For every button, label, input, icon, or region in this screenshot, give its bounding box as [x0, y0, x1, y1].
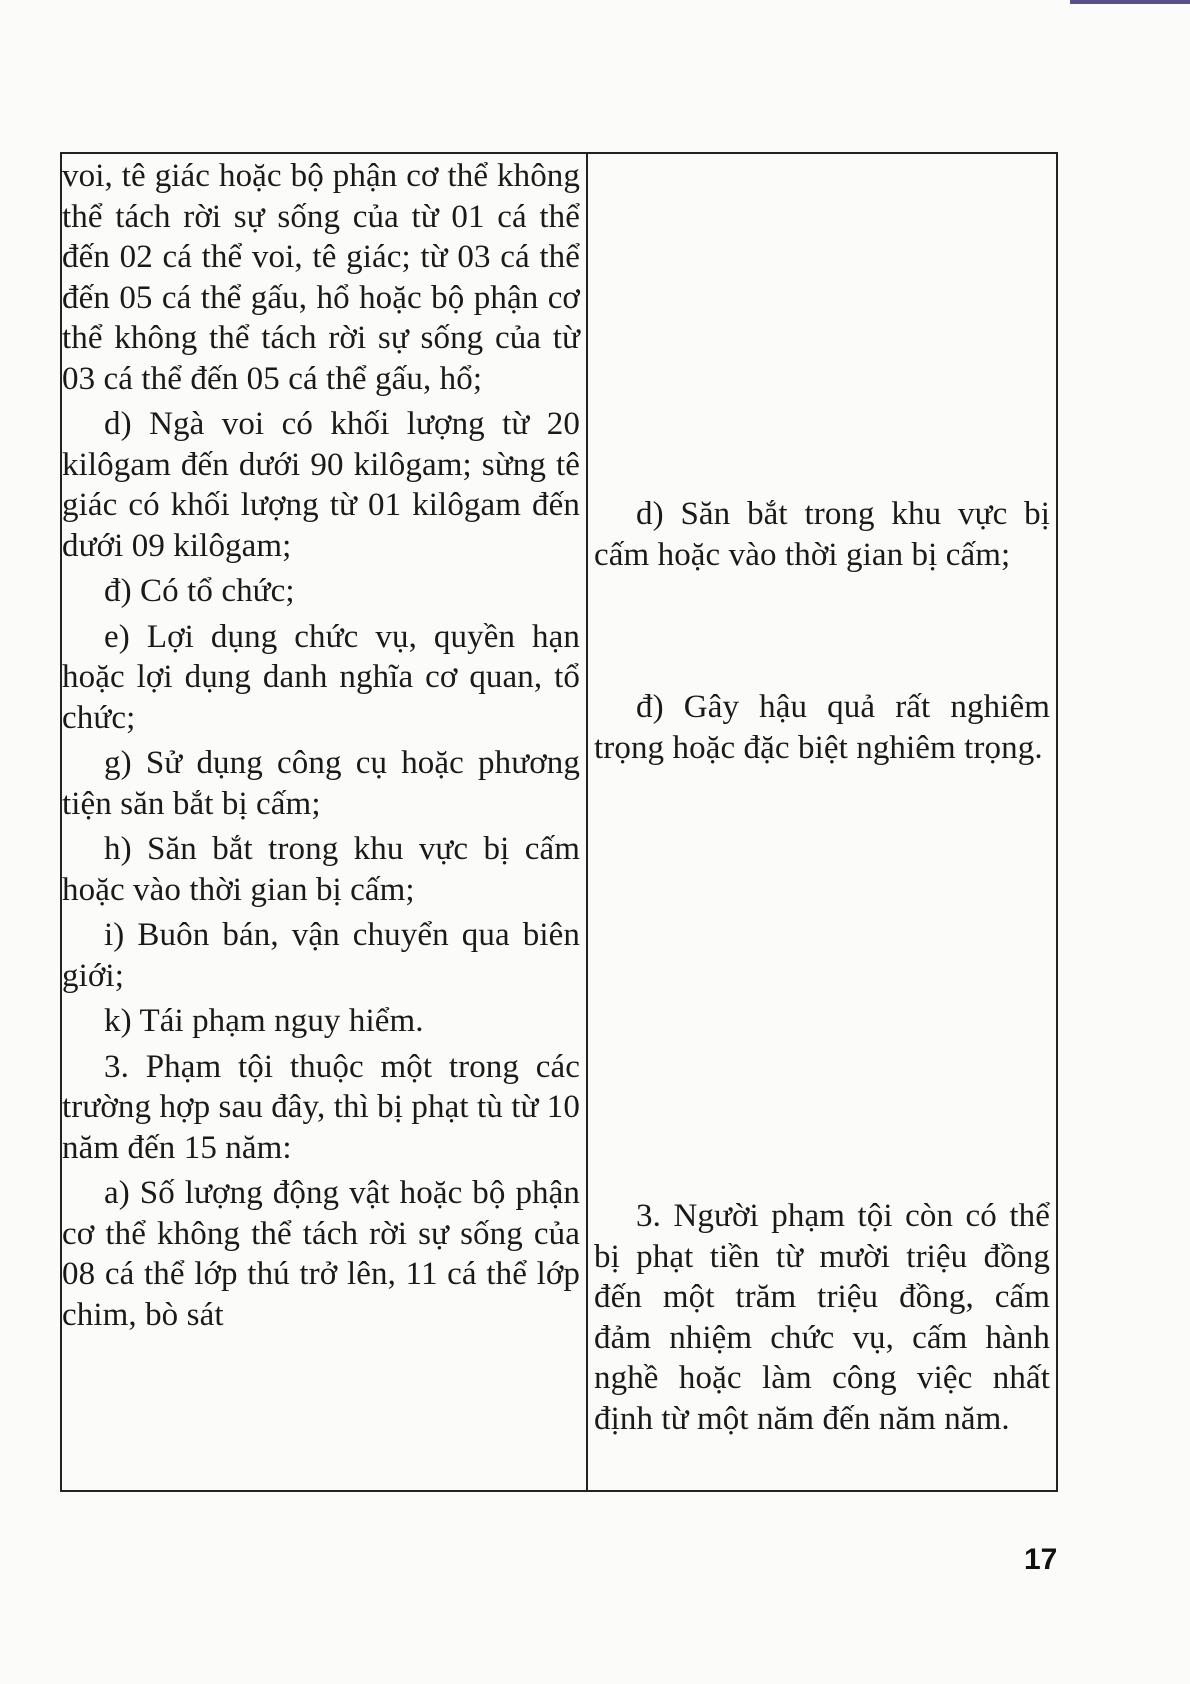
- left-paragraph: k) Tái phạm nguy hiểm.: [104, 1003, 424, 1039]
- right-column: [588, 154, 1056, 1490]
- right-paragraph: 3. Người phạm tội còn có thể bị phạt tiền từ mười triệu đồng đến một trăm triệu đồng, cấm đảm nhiệm chức vụ, cấm hành nghề hoặc làm công việc nhất định từ một năm đến năm năm.: [594, 1198, 1050, 1437]
- left-paragraph: g) Sử dụng công cụ hoặc phương tiện săn bắt bị cấm;: [62, 745, 580, 822]
- left-paragraph: voi, tê giác hoặc bộ phận cơ thể không thể tách rời sự sống của từ 01 cá thể đến 02 cá thể voi, tê giác; từ 03 cá thể đến 05 cá thể gấu, hổ hoặc bộ phận cơ thể không thể tách rời sự sống của từ 03 cá thể đến 05 cá thể gấu, hổ;: [62, 158, 580, 397]
- right-paragraph: d) Săn bắt trong khu vực bị cấm hoặc vào thời gian bị cấm;: [594, 496, 1050, 573]
- left-column: [62, 154, 588, 1490]
- comparison-table: [60, 152, 1058, 1492]
- left-paragraph: đ) Có tổ chức;: [104, 573, 295, 609]
- right-paragraph: đ) Gây hậu quả rất nghiêm trọng hoặc đặc biệt nghiêm trọng.: [594, 689, 1050, 766]
- left-paragraph: i) Buôn bán, vận chuyển qua biên giới;: [62, 917, 580, 994]
- left-paragraph: 3. Phạm tội thuộc một trong các trường hợp sau đây, thì bị phạt tù từ 10 năm đến 15 năm:: [62, 1048, 580, 1166]
- left-paragraph: a) Số lượng động vật hoặc bộ phận cơ thể không thể tách rời sự sống của 08 cá thể lớp thú trở lên, 11 cá thể lớp chim, bò sát: [62, 1175, 580, 1333]
- top-edge-rule: [1070, 0, 1190, 4]
- left-paragraph: e) Lợi dụng chức vụ, quyền hạn hoặc lợi dụng danh nghĩa cơ quan, tổ chức;: [62, 618, 580, 736]
- page-number: 17: [1024, 1543, 1058, 1576]
- left-paragraph: d) Ngà voi có khối lượng từ 20 kilôgam đến dưới 90 kilôgam; sừng tê giác có khối lượng từ 01 kilôgam đến dưới 09 kilôgam;: [62, 406, 580, 564]
- left-paragraph: h) Săn bắt trong khu vực bị cấm hoặc vào thời gian bị cấm;: [62, 831, 580, 908]
